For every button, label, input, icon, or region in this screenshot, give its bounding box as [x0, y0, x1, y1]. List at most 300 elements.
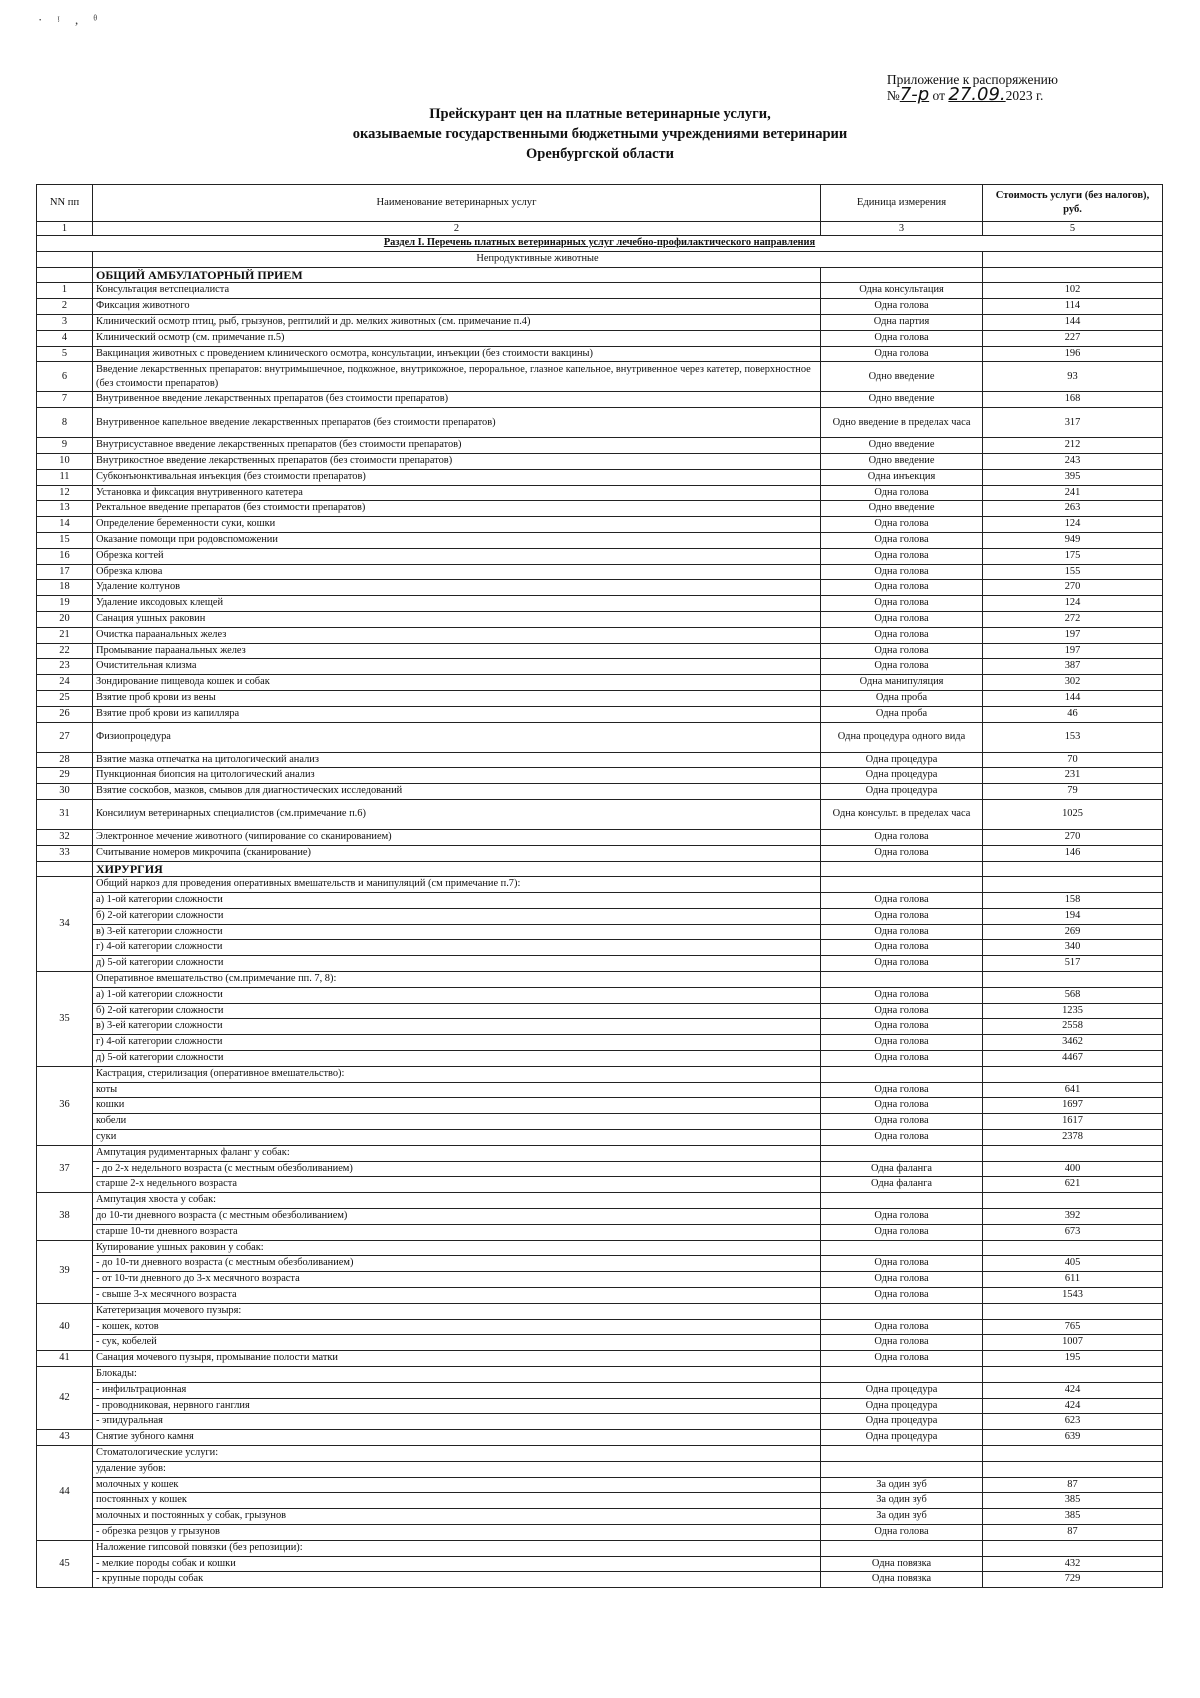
row-service-name: Ректальное введение препаратов (без стоимости препаратов) — [93, 501, 821, 517]
row-price: 144 — [983, 690, 1163, 706]
row-price: 673 — [983, 1224, 1163, 1240]
table-row — [37, 1161, 1163, 1177]
table-row — [37, 1351, 1163, 1367]
row-number: 10 — [37, 453, 93, 469]
row-service-name: Установка и фиксация внутривенного катетера — [93, 485, 821, 501]
table-row — [37, 611, 1163, 627]
row-price: 87 — [983, 1524, 1163, 1540]
row-unit: Одна инъекция — [821, 469, 983, 485]
table-row — [37, 877, 1163, 893]
row-number: 1 — [37, 283, 93, 299]
row-unit: Одна проба — [821, 690, 983, 706]
table-row — [37, 643, 1163, 659]
row-unit — [821, 1461, 983, 1477]
row-price: 395 — [983, 469, 1163, 485]
title-line3: Оренбургской области — [526, 146, 674, 162]
row-price: 1543 — [983, 1288, 1163, 1304]
row-price: 79 — [983, 784, 1163, 800]
row-unit: Одна голова — [821, 1130, 983, 1146]
row-number: 45 — [37, 1540, 93, 1587]
row-price: 155 — [983, 564, 1163, 580]
row-service-name: Купирование ушных раковин у собак: — [93, 1240, 821, 1256]
row-price: 195 — [983, 1351, 1163, 1367]
row-number: 14 — [37, 517, 93, 533]
row-price: 158 — [983, 893, 1163, 909]
table-row — [37, 392, 1163, 408]
table-row — [37, 1288, 1163, 1304]
section-row — [37, 236, 1163, 252]
row-price: 197 — [983, 627, 1163, 643]
row-price: 405 — [983, 1256, 1163, 1272]
row-service-name: Стоматологические услуги: — [93, 1445, 821, 1461]
row-service-name: - крупные породы собак — [93, 1572, 821, 1588]
row-price: 124 — [983, 596, 1163, 612]
header-price: Стоимость услуги (без налогов), руб. — [983, 185, 1163, 222]
table-row — [37, 1445, 1163, 1461]
row-service-name: - сук, кобелей — [93, 1335, 821, 1351]
table-row — [37, 1193, 1163, 1209]
row-price: 175 — [983, 548, 1163, 564]
table-row — [37, 972, 1163, 988]
row-number: 34 — [37, 877, 93, 972]
row-unit: Одна голова — [821, 517, 983, 533]
table-row — [37, 1224, 1163, 1240]
row-price: 102 — [983, 283, 1163, 299]
row-number: 19 — [37, 596, 93, 612]
table-row — [37, 1019, 1163, 1035]
row-unit: Одна повязка — [821, 1572, 983, 1588]
table-row — [37, 1367, 1163, 1383]
table-row — [37, 1319, 1163, 1335]
row-price: 385 — [983, 1509, 1163, 1525]
row-price: 392 — [983, 1209, 1163, 1225]
row-service-name: - эпидуральная — [93, 1414, 821, 1430]
row-unit: Одно введение — [821, 438, 983, 454]
row-service-name: Консультация ветспециалиста — [93, 283, 821, 299]
row-price: 621 — [983, 1177, 1163, 1193]
row-unit: За один зуб — [821, 1509, 983, 1525]
table-row — [37, 1461, 1163, 1477]
row-number: 29 — [37, 768, 93, 784]
table-row — [37, 1114, 1163, 1130]
row-unit: Одна фаланга — [821, 1177, 983, 1193]
row-service-name: - обрезка резцов у грызунов — [93, 1524, 821, 1540]
table-row — [37, 845, 1163, 861]
row-unit: Одна голова — [821, 1098, 983, 1114]
scan-corner-marks: · ᵎ , ᶿ — [38, 12, 103, 27]
row-price: 3462 — [983, 1035, 1163, 1051]
row-service-name: Общий наркоз для проведения оперативных вмешательств и манипуляций (см примечание п.7): — [93, 877, 821, 893]
row-service-name: в) 3-ей категории сложности — [93, 1019, 821, 1035]
row-price: 385 — [983, 1493, 1163, 1509]
price-table — [36, 184, 1163, 1588]
table-row — [37, 1082, 1163, 1098]
table-row — [37, 362, 1163, 392]
row-unit: Одна голова — [821, 924, 983, 940]
row-unit: Одна голова — [821, 956, 983, 972]
row-service-name: Взятие соскобов, мазков, смывов для диагностических исследований — [93, 784, 821, 800]
group-title: ОБЩИЙ АМБУЛАТОРНЫЙ ПРИЕМ — [93, 267, 821, 283]
row-price: 241 — [983, 485, 1163, 501]
row-service-name: Фиксация животного — [93, 299, 821, 315]
row-price: 168 — [983, 392, 1163, 408]
row-service-name: Взятие проб крови из капилляра — [93, 706, 821, 722]
row-unit: Одна процедура — [821, 1430, 983, 1446]
table-row — [37, 627, 1163, 643]
row-number: 36 — [37, 1066, 93, 1145]
row-service-name: г) 4-ой категории сложности — [93, 940, 821, 956]
row-service-name: - кошек, котов — [93, 1319, 821, 1335]
group-title: ХИРУРГИЯ — [93, 861, 821, 877]
index-cell: 1 — [37, 222, 93, 236]
row-unit: Одна проба — [821, 706, 983, 722]
row-unit: Одна голова — [821, 611, 983, 627]
row-unit: Одно введение — [821, 453, 983, 469]
row-service-name: Обрезка когтей — [93, 548, 821, 564]
row-price: 639 — [983, 1430, 1163, 1446]
row-service-name: постоянных у кошек — [93, 1493, 821, 1509]
table-row — [37, 722, 1163, 752]
empty-cell — [821, 861, 983, 877]
row-service-name: коты — [93, 1082, 821, 1098]
row-unit: Одна голова — [821, 330, 983, 346]
row-price — [983, 1145, 1163, 1161]
row-unit: Одна голова — [821, 1319, 983, 1335]
table-row — [37, 1556, 1163, 1572]
row-service-name: молочных и постоянных у собак, грызунов — [93, 1509, 821, 1525]
row-unit — [821, 1145, 983, 1161]
table-row — [37, 1303, 1163, 1319]
table-row — [37, 784, 1163, 800]
table-row — [37, 1335, 1163, 1351]
table-row — [37, 283, 1163, 299]
table-row — [37, 548, 1163, 564]
table-row — [37, 1066, 1163, 1082]
row-price: 1007 — [983, 1335, 1163, 1351]
row-unit: Одна голова — [821, 1224, 983, 1240]
row-service-name: Ампутация рудиментарных фаланг у собак: — [93, 1145, 821, 1161]
table-row — [37, 1382, 1163, 1398]
row-unit: Одна голова — [821, 1335, 983, 1351]
index-cell: 3 — [821, 222, 983, 236]
row-price: 611 — [983, 1272, 1163, 1288]
header-unit: Единица измерения — [821, 185, 983, 222]
row-price: 641 — [983, 1082, 1163, 1098]
row-service-name: Очистка параанальных желез — [93, 627, 821, 643]
row-number: 42 — [37, 1367, 93, 1430]
table-row — [37, 1540, 1163, 1556]
row-price — [983, 877, 1163, 893]
row-unit — [821, 1540, 983, 1556]
index-row — [37, 222, 1163, 236]
row-service-name: суки — [93, 1130, 821, 1146]
row-price — [983, 1367, 1163, 1383]
row-number: 35 — [37, 972, 93, 1067]
row-unit: Одна голова — [821, 643, 983, 659]
row-service-name: Ампутация хвоста у собак: — [93, 1193, 821, 1209]
row-unit: Одна повязка — [821, 1556, 983, 1572]
row-unit — [821, 972, 983, 988]
table-row — [37, 659, 1163, 675]
row-service-name: а) 1-ой категории сложности — [93, 987, 821, 1003]
row-unit: Одна процедура одного вида — [821, 722, 983, 752]
table-row — [37, 893, 1163, 909]
row-price: 231 — [983, 768, 1163, 784]
row-number: 20 — [37, 611, 93, 627]
annex-date-handwritten: 27.09. — [948, 84, 1006, 105]
row-unit — [821, 1066, 983, 1082]
row-service-name: Субконъюнктивальная инъекция (без стоимости препаратов) — [93, 469, 821, 485]
table-row — [37, 1209, 1163, 1225]
row-unit: Одна манипуляция — [821, 675, 983, 691]
row-service-name: д) 5-ой категории сложности — [93, 1051, 821, 1067]
row-unit: За один зуб — [821, 1477, 983, 1493]
row-price: 194 — [983, 908, 1163, 924]
table-row — [37, 956, 1163, 972]
row-service-name: Считывание номеров микрочипа (сканирование) — [93, 845, 821, 861]
row-unit: Одна голова — [821, 987, 983, 1003]
row-service-name: - до 10-ти дневного возраста (с местным обезболиванием) — [93, 1256, 821, 1272]
row-price: 2558 — [983, 1019, 1163, 1035]
row-price — [983, 1445, 1163, 1461]
row-price: 144 — [983, 314, 1163, 330]
row-price: 1235 — [983, 1003, 1163, 1019]
row-price: 765 — [983, 1319, 1163, 1335]
row-service-name: Катетеризация мочевого пузыря: — [93, 1303, 821, 1319]
empty-cell — [983, 251, 1163, 267]
row-number: 22 — [37, 643, 93, 659]
row-service-name: Клинический осмотр (см. примечание п.5) — [93, 330, 821, 346]
index-cell: 2 — [93, 222, 821, 236]
table-row — [37, 346, 1163, 362]
table-row — [37, 1509, 1163, 1525]
row-service-name: Промывание параанальных желез — [93, 643, 821, 659]
row-service-name: Блокады: — [93, 1367, 821, 1383]
row-unit: Одна фаланга — [821, 1161, 983, 1177]
table-row — [37, 1493, 1163, 1509]
table-body — [37, 236, 1163, 1588]
row-number: 26 — [37, 706, 93, 722]
table-row — [37, 706, 1163, 722]
table-row — [37, 799, 1163, 829]
row-unit: Одна процедура — [821, 1398, 983, 1414]
row-number: 24 — [37, 675, 93, 691]
row-number: 17 — [37, 564, 93, 580]
row-price: 387 — [983, 659, 1163, 675]
row-service-name: до 10-ти дневного возраста (с местным обезболиванием) — [93, 1209, 821, 1225]
row-price: 212 — [983, 438, 1163, 454]
row-price: 270 — [983, 829, 1163, 845]
table-row — [37, 453, 1163, 469]
row-number: 44 — [37, 1445, 93, 1540]
row-service-name: д) 5-ой категории сложности — [93, 956, 821, 972]
row-unit — [821, 1193, 983, 1209]
row-number: 4 — [37, 330, 93, 346]
row-unit: Одна голова — [821, 845, 983, 861]
row-price: 196 — [983, 346, 1163, 362]
row-unit: Одна процедура — [821, 784, 983, 800]
row-service-name: Электронное мечение животного (чипирование со сканированием) — [93, 829, 821, 845]
table-row — [37, 517, 1163, 533]
table-row — [37, 987, 1163, 1003]
row-service-name: Оперативное вмешательство (см.примечание пп. 7, 8): — [93, 972, 821, 988]
row-price: 568 — [983, 987, 1163, 1003]
row-unit: Одна голова — [821, 1351, 983, 1367]
row-unit: Одна процедура — [821, 768, 983, 784]
table-row — [37, 1572, 1163, 1588]
row-service-name: Взятие мазка отпечатка на цитологический анализ — [93, 752, 821, 768]
row-number: 25 — [37, 690, 93, 706]
row-unit: Одна голова — [821, 893, 983, 909]
row-unit: Одна голова — [821, 1035, 983, 1051]
row-number: 30 — [37, 784, 93, 800]
row-service-name: Очистительная клизма — [93, 659, 821, 675]
table-row — [37, 752, 1163, 768]
table-row — [37, 501, 1163, 517]
annex-header — [887, 72, 1058, 103]
row-price — [983, 972, 1163, 988]
row-unit: Одна голова — [821, 1019, 983, 1035]
row-number: 41 — [37, 1351, 93, 1367]
row-unit: Одна голова — [821, 1256, 983, 1272]
row-price: 517 — [983, 956, 1163, 972]
table-row — [37, 438, 1163, 454]
row-service-name: г) 4-ой категории сложности — [93, 1035, 821, 1051]
row-price: 729 — [983, 1572, 1163, 1588]
row-unit — [821, 877, 983, 893]
table-row — [37, 924, 1163, 940]
row-number: 23 — [37, 659, 93, 675]
row-service-name: а) 1-ой категории сложности — [93, 893, 821, 909]
row-unit: Одна голова — [821, 1272, 983, 1288]
row-unit: Одно введение — [821, 501, 983, 517]
row-price: 317 — [983, 408, 1163, 438]
table-row — [37, 1003, 1163, 1019]
row-price — [983, 1540, 1163, 1556]
row-service-name: б) 2-ой категории сложности — [93, 908, 821, 924]
row-price: 1617 — [983, 1114, 1163, 1130]
row-service-name: Введение лекарственных препаратов: внутримышечное, подкожное, внутрикожное, пероральное, глазное капельное, внутривенное через катетер, поверхностное (без стоимости препаратов) — [93, 362, 821, 392]
table-row — [37, 314, 1163, 330]
row-service-name: - свыше 3-х месячного возраста — [93, 1288, 821, 1304]
row-price — [983, 1461, 1163, 1477]
table-row — [37, 1398, 1163, 1414]
row-number: 6 — [37, 362, 93, 392]
row-service-name: молочных у кошек — [93, 1477, 821, 1493]
row-unit: Одна консультация — [821, 283, 983, 299]
row-number: 7 — [37, 392, 93, 408]
table-row — [37, 1240, 1163, 1256]
row-unit — [821, 1303, 983, 1319]
row-service-name: Удаление колтунов — [93, 580, 821, 596]
row-number: 38 — [37, 1193, 93, 1240]
row-number: 28 — [37, 752, 93, 768]
row-unit — [821, 1367, 983, 1383]
row-service-name: - инфильтрационная — [93, 1382, 821, 1398]
table-row — [37, 690, 1163, 706]
table-row — [37, 829, 1163, 845]
row-unit — [821, 1445, 983, 1461]
row-price — [983, 1066, 1163, 1082]
row-unit: Одно введение — [821, 392, 983, 408]
empty-cell — [821, 267, 983, 283]
row-price: 4467 — [983, 1051, 1163, 1067]
table-row — [37, 532, 1163, 548]
row-unit: Одна голова — [821, 564, 983, 580]
annex-line2 — [886, 84, 1058, 105]
title-line2: оказываемые государственными бюджетными учреждениями ветеринарии — [352, 126, 848, 142]
row-price: 70 — [983, 752, 1163, 768]
row-unit: Одна голова — [821, 580, 983, 596]
row-unit: Одна голова — [821, 659, 983, 675]
row-service-name: Удаление иксодовых клещей — [93, 596, 821, 612]
row-service-name: Клинический осмотр птиц, рыб, грызунов, рептилий и др. мелких животных (см. примечание п.4) — [93, 314, 821, 330]
row-number: 5 — [37, 346, 93, 362]
row-price: 949 — [983, 532, 1163, 548]
table-row — [37, 469, 1163, 485]
row-number: 33 — [37, 845, 93, 861]
row-unit: Одна голова — [821, 940, 983, 956]
row-service-name: Наложение гипсовой повязки (без репозиции): — [93, 1540, 821, 1556]
row-service-name: удаление зубов: — [93, 1461, 821, 1477]
row-price: 87 — [983, 1477, 1163, 1493]
document-title — [0, 104, 1200, 164]
table-row — [37, 908, 1163, 924]
table-row — [37, 1524, 1163, 1540]
empty-cell — [37, 251, 93, 267]
row-price: 340 — [983, 940, 1163, 956]
table-row — [37, 596, 1163, 612]
row-price: 302 — [983, 675, 1163, 691]
row-price: 146 — [983, 845, 1163, 861]
table-row — [37, 330, 1163, 346]
group-row — [37, 267, 1163, 283]
row-unit: Одна процедура — [821, 752, 983, 768]
row-number: 39 — [37, 1240, 93, 1303]
row-unit: Одна голова — [821, 1082, 983, 1098]
row-unit: Одна голова — [821, 299, 983, 315]
row-price: 227 — [983, 330, 1163, 346]
group-row — [37, 861, 1163, 877]
index-cell: 5 — [983, 222, 1163, 236]
row-service-name: кобели — [93, 1114, 821, 1130]
table-row — [37, 1035, 1163, 1051]
row-price: 153 — [983, 722, 1163, 752]
row-unit: Одна консульт. в пределах часа — [821, 799, 983, 829]
table-row — [37, 580, 1163, 596]
table-row — [37, 675, 1163, 691]
empty-cell — [983, 861, 1163, 877]
row-service-name: Внутривенное капельное введение лекарственных препаратов (без стоимости препаратов) — [93, 408, 821, 438]
row-price: 432 — [983, 1556, 1163, 1572]
row-number: 43 — [37, 1430, 93, 1446]
table-row — [37, 1414, 1163, 1430]
header-name: Наименование ветеринарных услуг — [93, 185, 821, 222]
row-unit: Одна голова — [821, 1114, 983, 1130]
row-number: 9 — [37, 438, 93, 454]
table-row — [37, 1256, 1163, 1272]
row-unit: Одна голова — [821, 627, 983, 643]
row-price — [983, 1240, 1163, 1256]
row-price: 1025 — [983, 799, 1163, 829]
row-service-name: Вакцинация животных с проведением клинического осмотра, консультации, инъекции (без стоимости вакцины) — [93, 346, 821, 362]
row-price: 272 — [983, 611, 1163, 627]
subsection-row — [37, 251, 1163, 267]
table-row — [37, 1098, 1163, 1114]
table-row — [37, 1477, 1163, 1493]
row-service-name: Консилиум ветеринарных специалистов (см.примечание п.6) — [93, 799, 821, 829]
row-service-name: - от 10-ти дневного до 3-х месячного возраста — [93, 1272, 821, 1288]
